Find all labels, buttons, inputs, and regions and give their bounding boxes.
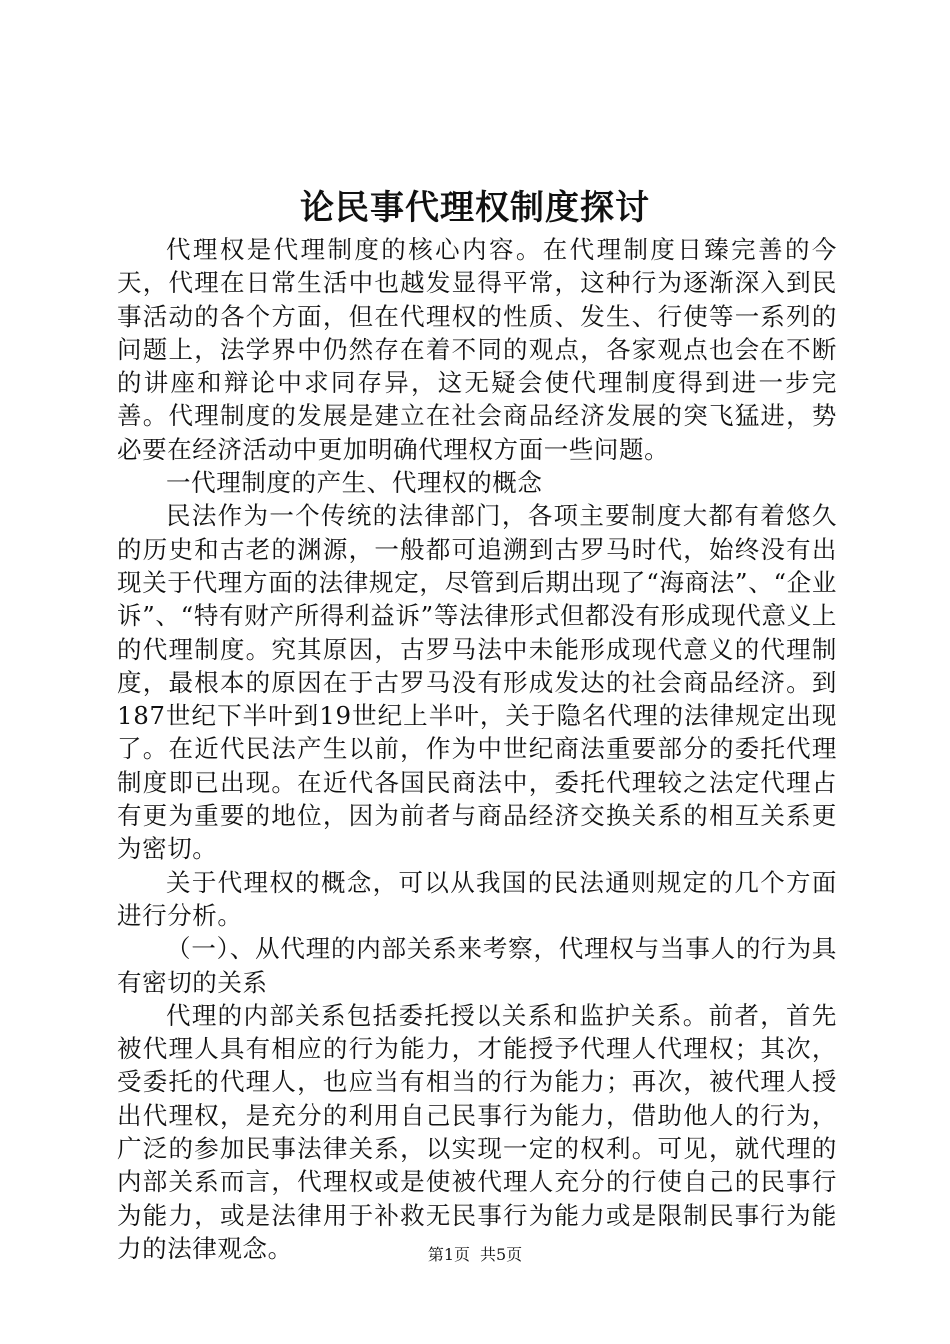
subheading-internal-relations: （一）、从代理的内部关系来考察，代理权与当事人的行为具有密切的关系 [117, 934, 837, 997]
document-body [117, 233, 837, 1265]
paragraph-intro: 代理权是代理制度的核心内容。在代理制度日臻完善的今天，代理在日常生活中也越发显得平常，这种行为逐渐深入到民事活动的各个方面，但在代理权的性质、发生、行使等一系列的问题上，法学界中仍然存在着不同的观点，各家观点也会在不断的讲座和辩论中求同存异，这无疑会使代理制度得到进一步完善。代理制度的发展是建立在社会商品经济发展的突飞猛进，势必要在经济活动中更加明确代理权方面一些问题。 [117, 235, 837, 464]
page-number: 第1页 [427, 1245, 470, 1264]
paragraph-history: 民法作为一个传统的法律部门，各项主要制度大都有着悠久的历史和古老的渊源，一般都可追溯到古罗马时代，始终没有出现关于代理方面的法律规定，尽管到后期出现了“海商法”、“企业诉”、“特有财产所得利益诉”等法律形式但都没有形成现代意义上的代理制度。究其原因，古罗马法中未能形成现代意义的代理制度，最根本的原因在于古罗马没有形成发达的社会商品经济。到187世纪下半叶到19世纪上半叶，关于隐名代理的法律规定出现了。在近代民法产生以前，作为中世纪商法重要部分的委托代理制度即已出现。在近代各国民商法中，委托代理较之法定代理占有更为重要的地位，因为前者与商品经济交换关系的相互关系更为密切。 [117, 501, 837, 864]
paragraph-internal-relations: 代理的内部关系包括委托授以关系和监护关系。前者，首先被代理人具有相应的行为能力，才能授予代理人代理权；其次，受委托的代理人，也应当有相当的行为能力；再次，被代理人授出代理权，是充分的利用自己民事行为能力，借助他人的行为，广泛的参加民事法律关系，以实现一定的权利。可见，就代理的内部关系而言，代理权或是使被代理人充分的行使自己的民事行为能力，或是法律用于补救无民事行为能力或是限制民事行为能力的法律观念。 [117, 1000, 837, 1263]
paragraph-concept: 关于代理权的概念，可以从我国的民法通则规定的几个方面进行分析。 [117, 867, 837, 930]
document-title: 论民事代理权制度探讨 [300, 188, 650, 228]
section-heading-origin: 一代理制度的产生、代理权的概念 [166, 468, 543, 498]
page-total: 共5页 [480, 1245, 523, 1264]
page-footer [0, 1245, 950, 1265]
